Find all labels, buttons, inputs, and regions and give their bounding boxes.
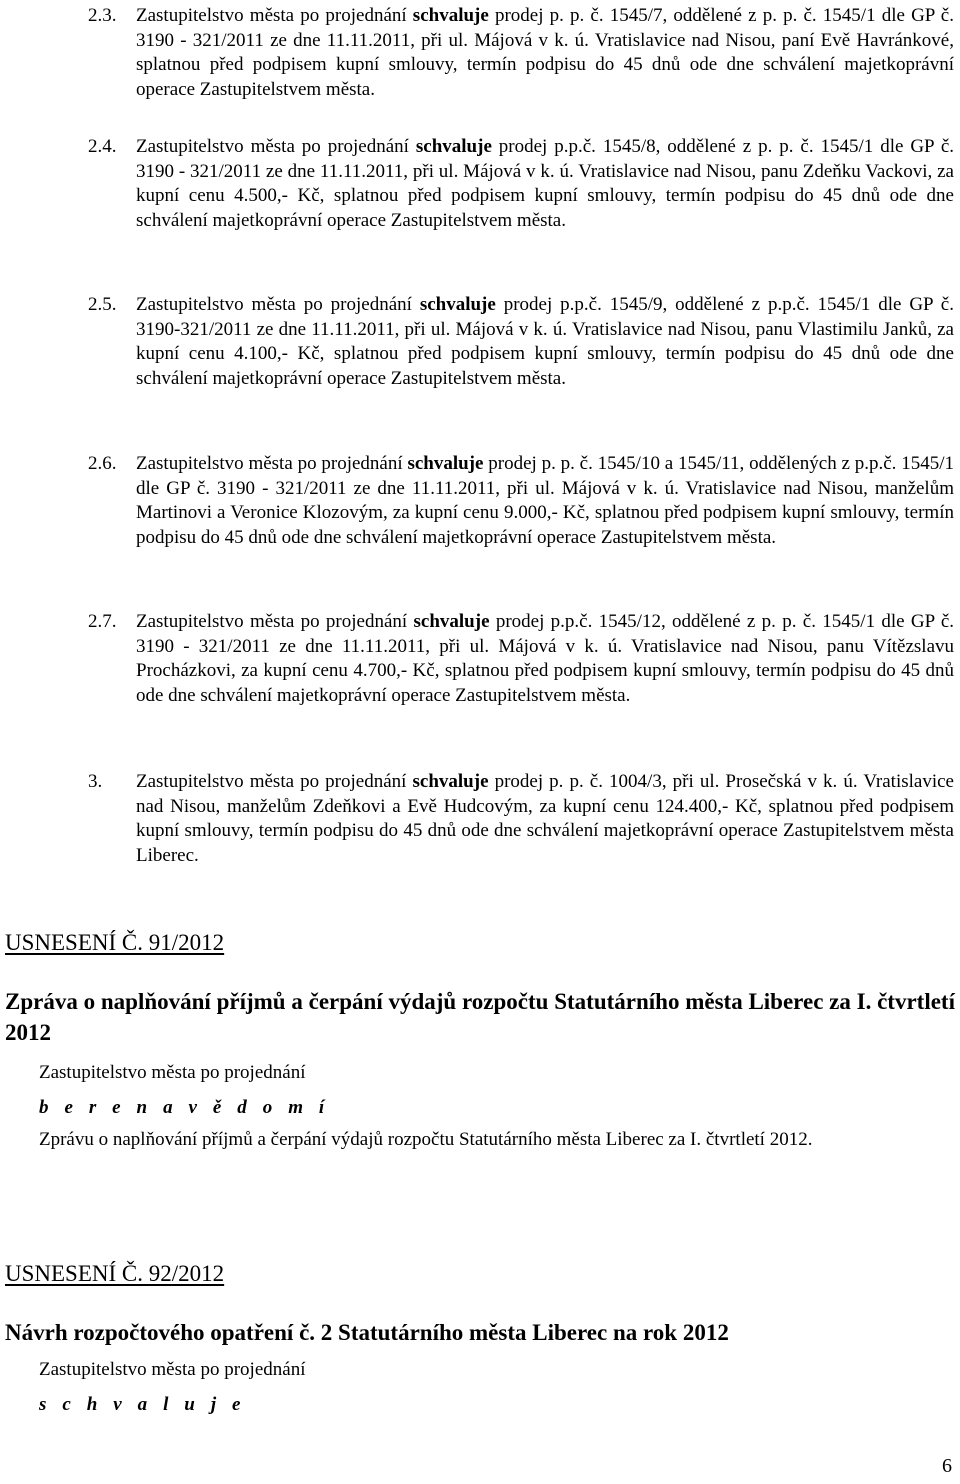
action-verb: schvaluje (413, 611, 490, 632)
resolution-item-2-4 (88, 135, 954, 234)
item-number: 2.7. (88, 611, 117, 632)
resolution-91-title: USNESENÍ Č. 91/2012 (5, 930, 225, 955)
item-number: 2.5. (88, 294, 117, 315)
item-number: 2.3. (88, 5, 117, 26)
item-number: 3. (88, 771, 103, 792)
resolution-item-2-6 (88, 452, 954, 551)
item-text: Zastupitelstvo města po projednání schvaluje prodej p. p. č. 1004/3, při ul. Prosečská v k. ú. Vratislavice nad Nisou, manželům Zdeňkovi a Evě Hudcovým, za kupní cenu 124.400,- Kč, splatnou před podpisem kupní smlouvy, termín podpisu do 45 dnů ode dne schválení majetkoprávní operace Zastupitelstvem města Liberec. (136, 771, 954, 867)
action-verb: schvaluje (419, 294, 496, 315)
item-text: Zastupitelstvo města po projednání schvaluje prodej p. p. č. 1545/10 a 1545/11, oddělených z p.p.č. 1545/1 dle GP č. 3190 - 321/2011 ze dne 11.11.2011, při ul. Májová v k. ú. Vratislavice nad Nisou, manželům Martinovi a Veronice Klozovým, za kupní cenu 9.000,- Kč, splatnou před podpisem kupní smlouvy, termín podpisu do 45 dnů ode dne schválení majetkoprávní operace Zastupitelstvem města. (136, 453, 954, 549)
item-number: 2.6. (88, 453, 117, 474)
item-text: Zastupitelstvo města po projednání schvaluje prodej p. p. č. 1545/7, oddělené z p. p. č. 1545/1 dle GP č. 3190 - 321/2011 ze dne 11.11.2011, při ul. Májová v k. ú. Vratislavice nad Nisou, paní Evě Havránkové, splatnou před podpisem kupní smlouvy, termín podpisu do 45 dnů ode dne schválení majetkoprávní operace Zastupitelstvem města. (136, 5, 954, 101)
resolution-92-verb: s c h v a l u j e (39, 1394, 247, 1415)
resolution-92-intro: Zastupitelstvo města po projednání (39, 1359, 306, 1380)
resolution-91-intro: Zastupitelstvo města po projednání (39, 1062, 306, 1083)
resolution-91-verb: b e r e n a v ě d o m í (39, 1097, 330, 1118)
action-verb: schvaluje (407, 453, 484, 474)
item-number: 2.4. (88, 136, 117, 157)
resolution-item-3 (88, 770, 954, 869)
resolution-91-heading: Zpráva o naplňování příjmů a čerpání výdajů rozpočtu Statutárního města Liberec za I. čtvrtletí 2012 (5, 989, 955, 1045)
resolution-item-2-3 (88, 4, 954, 103)
action-verb: schvaluje (415, 136, 492, 157)
action-verb: schvaluje (412, 5, 489, 26)
resolution-item-2-7 (88, 610, 954, 709)
resolution-92-title: USNESENÍ Č. 92/2012 (5, 1261, 225, 1286)
page-number: 6 (942, 1455, 952, 1477)
item-text: Zastupitelstvo města po projednání schvaluje prodej p.p.č. 1545/9, oddělené z p.p.č. 1545/1 dle GP č. 3190-321/2011 ze dne 11.11.2011, při ul. Májová v k. ú. Vratislavice nad Nisou, panu Vlastimilu Janků, za kupní cenu 4.100,- Kč, splatnou před podpisem kupní smlouvy, termín podpisu do 45 dnů ode dne schválení majetkoprávní operace Zastupitelstvem města. (136, 294, 954, 390)
resolution-91-text: Zprávu o naplňování příjmů a čerpání výdajů rozpočtu Statutárního města Liberec za I. čtvrtletí 2012. (39, 1129, 813, 1150)
item-text: Zastupitelstvo města po projednání schvaluje prodej p.p.č. 1545/8, oddělené z p. p. č. 1545/1 dle GP č. 3190 - 321/2011 ze dne 11.11.2011, při ul. Májová v k. ú. Vratislavice nad Nisou, panu Zdeňku Vackovi, za kupní cenu 4.500,- Kč, splatnou před podpisem kupní smlouvy, termín podpisu do 45 dnů ode dne schválení majetkoprávní operace Zastupitelstvem města. (136, 136, 954, 232)
item-text: Zastupitelstvo města po projednání schvaluje prodej p.p.č. 1545/12, oddělené z p. p. č. 1545/1 dle GP č. 3190 - 321/2011 ze dne 11.11.2011, při ul. Májová v k. ú. Vratislavice nad Nisou, panu Vítězslavu Procházkovi, za kupní cenu 4.700,- Kč, splatnou před podpisem kupní smlouvy, termín podpisu do 45 dnů ode dne schválení majetkoprávní operace Zastupitelstvem města. (136, 611, 954, 707)
action-verb: schvaluje (412, 771, 489, 792)
resolution-92-heading: Návrh rozpočtového opatření č. 2 Statutárního města Liberec na rok 2012 (5, 1320, 729, 1345)
resolution-item-2-5 (88, 293, 954, 392)
